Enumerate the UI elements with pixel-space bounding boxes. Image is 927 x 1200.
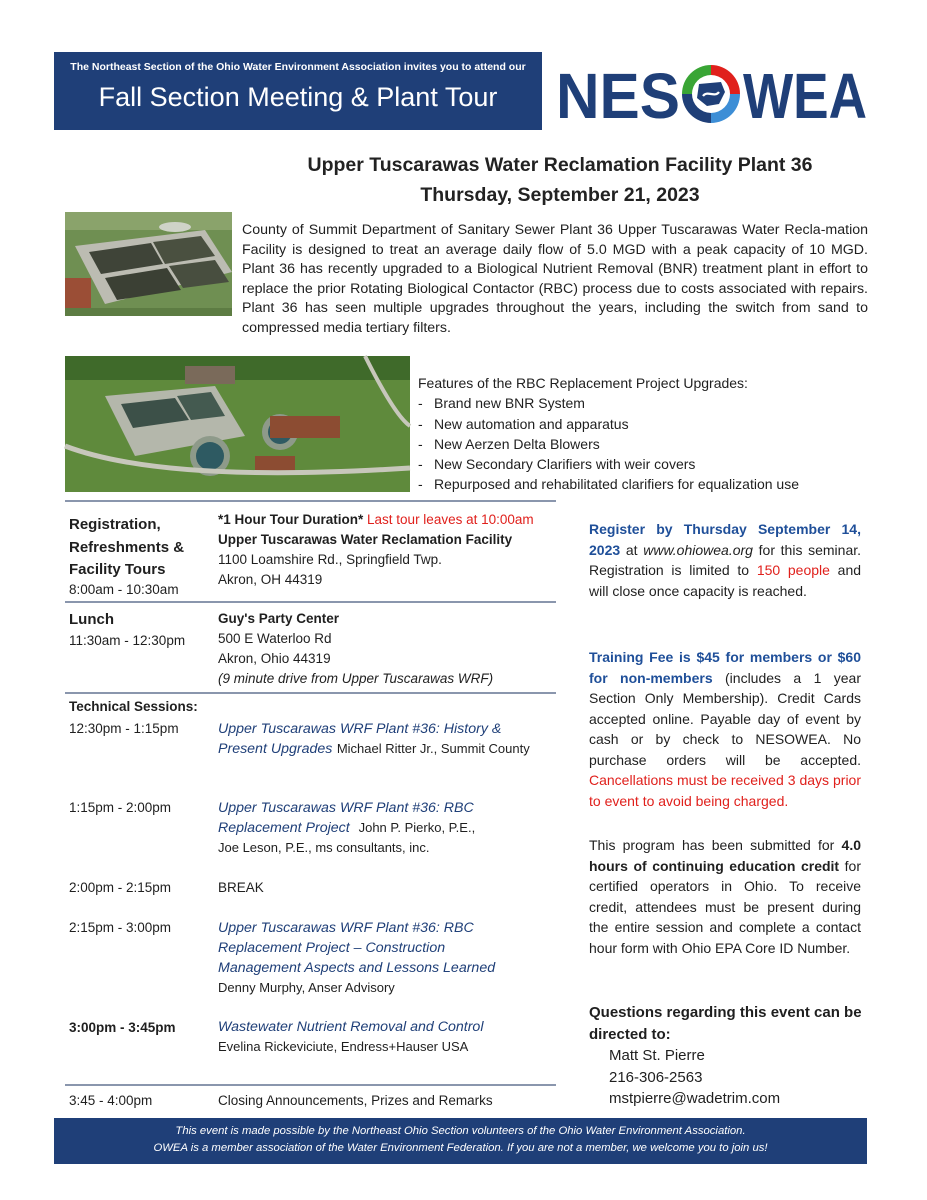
session-title: Replacement Project – Construction (218, 940, 446, 956)
training-fee: Training Fee is $45 for members or $60 for non-members (589, 649, 861, 686)
session-title: Wastewater Nutrient Removal and Control (218, 1019, 484, 1035)
contact-heading: Questions regarding this event can be directed to: (589, 1004, 862, 1043)
session-time: 2:15pm - 3:00pm (69, 920, 172, 935)
nesowea-logo (556, 60, 868, 130)
registration-address-1: 1100 Loamshire Rd., Springfield Twp. (218, 552, 442, 567)
facility-photo-tanks (65, 212, 232, 316)
invite-line: The Northeast Section of the Ohio Water Environment Association invites you to attend our (70, 61, 526, 73)
logo-text-right: WEA (743, 60, 867, 132)
cancellation-policy: Cancellations must be received 3 days prior to event to avoid being charged. (589, 772, 861, 809)
feature-item: - New Aerzen Delta Blowers (418, 434, 878, 454)
meeting-title: Fall Section Meeting & Plant Tour (98, 82, 498, 112)
registration-venue: Upper Tuscarawas Water Reclamation Facility (218, 532, 513, 547)
registration-label: Registration, Refreshments & Facility Tours 8:00am - 10:30am (69, 513, 214, 600)
contact-phone: 216-306-2563 (609, 1068, 703, 1086)
lunch-label: Lunch (69, 611, 114, 628)
facility-name: Upper Tuscarawas Water Reclamation Facility Plant 36 (307, 154, 813, 176)
schedule-divider (65, 500, 556, 502)
features-list (418, 393, 878, 494)
session-1 (218, 719, 558, 759)
session-title: Upper Tuscarawas WRF Plant #36: RBC (218, 920, 474, 936)
contact-section (589, 1002, 869, 1110)
session-time: 1:15pm - 2:00pm (69, 800, 172, 815)
registration-details (218, 510, 556, 590)
feature-item: - New Secondary Clarifiers with weir covers (418, 454, 878, 474)
logo-text-left: NES (556, 60, 680, 132)
lunch-address-1: 500 E Waterloo Rd (218, 631, 332, 646)
session-time: 3:00pm - 3:45pm (69, 1020, 176, 1035)
break-time: 2:00pm - 2:15pm (69, 880, 172, 895)
fee-details: (includes a 1 year Section Only Membership). Credit Cards accepted online. Payable day of event by cash or by check to NESOWEA. No purchase orders will be accepted. (589, 669, 861, 768)
session-time: 12:30pm - 1:15pm (69, 721, 179, 736)
session-title: Replacement Project (218, 820, 350, 836)
session-2 (218, 798, 558, 858)
tour-duration: *1 Hour Tour Duration* (218, 512, 364, 527)
footer-banner (54, 1118, 867, 1164)
contact-name: Matt St. Pierre (609, 1047, 705, 1064)
session-4 (218, 1017, 558, 1057)
footer-line: This event is made possible by the Northeast Ohio Section volunteers of the Ohio Water Environment Association. (175, 1125, 746, 1137)
session-speaker: Michael Ritter Jr., Summit County (336, 741, 530, 756)
lunch-venue: Guy's Party Center (218, 611, 340, 626)
session-title: Upper Tuscarawas WRF Plant #36: RBC (218, 800, 474, 816)
lunch-time: 11:30am - 12:30pm (69, 633, 186, 648)
lunch-address-2: Akron, Ohio 44319 (218, 651, 331, 666)
schedule-divider (65, 1084, 556, 1086)
registration-time: 8:00am - 10:30am (69, 582, 179, 597)
session-speaker: Evelina Rickeviciute, Endress+Hauser USA (218, 1039, 469, 1054)
register-by: Register by Thursday September 14, 2023 (589, 521, 861, 558)
ohio-globe-icon (682, 65, 740, 123)
event-date: Thursday, September 21, 2023 (420, 184, 700, 206)
features-heading: Features of the RBC Replacement Project Upgrades: (418, 375, 748, 391)
schedule-divider (65, 601, 556, 603)
event-heading (240, 150, 880, 210)
feature-item: - New automation and apparatus (418, 414, 878, 434)
session-title: Upper Tuscarawas WRF Plant #36: History & (218, 721, 502, 737)
break-label: BREAK (218, 880, 264, 895)
last-tour-note: Last tour leaves at 10:00am (367, 512, 534, 527)
fee-info (589, 647, 861, 811)
registration-info: Register by Thursday September 14, 2023 at www.ohiowea.org for this seminar. Registration is limited to 150 people and will close once capacity is reached. (589, 521, 862, 599)
closing-time: 3:45 - 4:00pm (69, 1093, 153, 1108)
closing-label: Closing Announcements, Prizes and Remarks (218, 1093, 493, 1108)
technical-sessions-label: Technical Sessions: (69, 699, 198, 714)
header-banner (54, 52, 542, 130)
session-speaker: John P. Pierko, P.E., (358, 820, 476, 835)
feature-item: - Repurposed and rehabilitated clarifiers for equalization use (418, 474, 878, 494)
session-speaker: Joe Leson, P.E., ms consultants, inc. (218, 840, 430, 855)
website-link[interactable]: www.ohiowea.org (643, 541, 753, 558)
session-title: Management Aspects and Lessons Learned (218, 960, 496, 976)
session-3 (218, 918, 558, 998)
facility-description: County of Summit Department of Sanitary Sewer Plant 36 Upper Tuscarawas Water Recla-mation Facility is designed to treat an average daily flow of 5.0 MGD with a peak capacity of 10 MGD. Plant 36 has recently upgraded to a Biological Nutrient Removal (BNR) treatment plant in effort to replace the prior Rotating Biological Contactor (RBC) process due to costs associated with repairs. Plant 36 has seen multiple upgrades throughout the years, including the switch from sand to compressed media tertiary filters. (242, 222, 868, 336)
features-section (418, 373, 878, 495)
session-speaker: Denny Murphy, Anser Advisory (218, 980, 395, 995)
schedule-divider (65, 692, 556, 694)
lunch-note: (9 minute drive from Upper Tuscarawas WRF) (218, 671, 494, 686)
capacity-limit: 150 people (756, 562, 830, 578)
contact-email[interactable]: mstpierre@wadetrim.com (609, 1090, 781, 1107)
credit-info: This program has been submitted for 4.0 hours of continuing education credit for certified operators in Ohio. To receive credit, attendees must be present during the entire session and complete a contact hour form with Ohio EPA Core ID Number. (589, 837, 861, 956)
registration-address-2: Akron, OH 44319 (218, 572, 323, 587)
facility-photo-aerial (65, 356, 410, 492)
credit-hours: 4.0 hours of continuing education credit (589, 837, 861, 874)
session-title: Present Upgrades (218, 741, 333, 757)
lunch-details (218, 609, 556, 689)
lunch-label-block (69, 608, 214, 651)
footer-line: OWEA is a member association of the Water Environment Federation. If you are not a member, we welcome you to join us! (153, 1142, 768, 1154)
feature-item: - Brand new BNR System (418, 393, 878, 413)
